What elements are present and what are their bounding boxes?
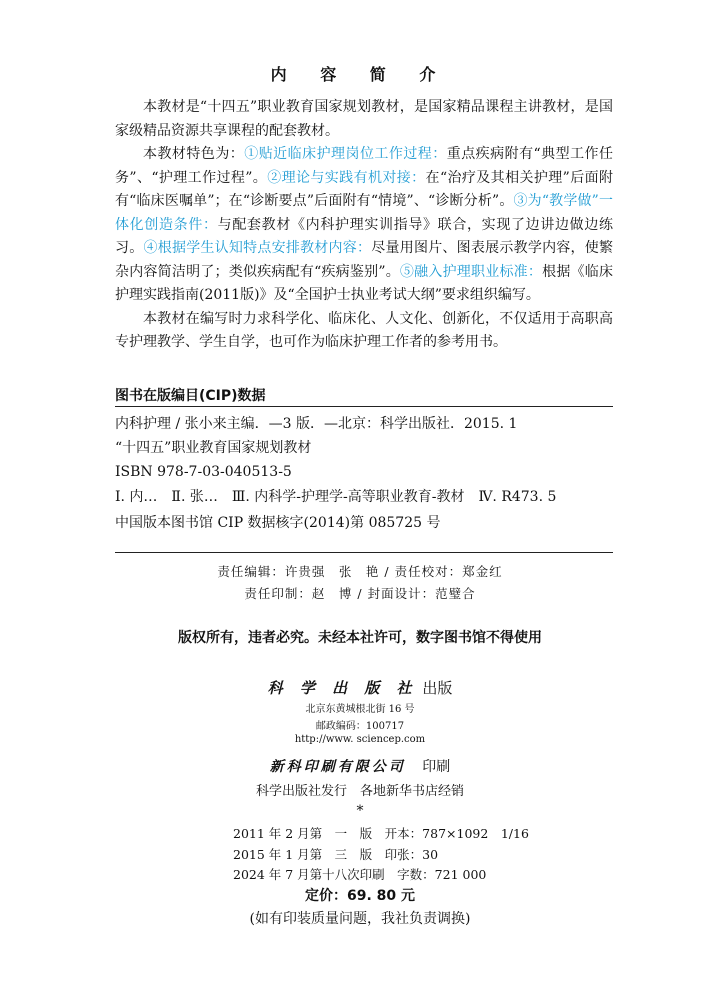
page-title: 内 容 简 介 bbox=[270, 65, 450, 84]
copyright-notice: 版权所有，违者必究。未经本社许可，数字图书馆不得使用 bbox=[178, 630, 542, 646]
edition-line-3: 2024 年 7 月第十八次印刷 字数：721 000 bbox=[233, 867, 487, 882]
feature-4-text: 尽量用图片、图表展示教学内容，使繁杂内容简洁明了；类似疾病配有“疾病鉴别”。 bbox=[115, 240, 614, 280]
publisher-suffix: 出版 bbox=[422, 679, 453, 697]
content-summary bbox=[115, 96, 613, 355]
edition-line-1: 2011 年 2 月第 一 版 开本：787×1092 1/16 bbox=[233, 826, 529, 841]
edition-info bbox=[233, 824, 529, 886]
price: 定价：69. 80 元 bbox=[304, 888, 416, 904]
feature-3-text: 与配套教材《内科护理实训指导》联合，实现了边讲边做边练习。 bbox=[115, 216, 614, 256]
cip-line-5: 中国版本图书馆 CIP 数据核字(2014)第 085725 号 bbox=[115, 515, 441, 532]
cip-top-rule bbox=[115, 406, 613, 407]
intro-paragraph-3: 本教材在编写时力求科学化、临床化、人文化、创新化，不仅适用于高职高专护理教学、学生自学，也可作为临床护理工作者的参考用书。 bbox=[115, 310, 613, 350]
cip-line-2: “十四五”职业教育国家规划教材 bbox=[115, 439, 312, 456]
printer-suffix: 印刷 bbox=[422, 759, 451, 775]
publisher-url: http://www. sciencep.com bbox=[294, 734, 426, 745]
feature-5-text: 根据《临床护理实践指南(2011版)》及“全国护士执业考试大纲”要求组织编写。 bbox=[115, 263, 614, 303]
feature-5-title: ⑤融入护理职业标准： bbox=[399, 263, 543, 280]
quality-note: (如有印装质量问题，我社负责调换) bbox=[249, 911, 471, 927]
publisher-name: 科 学 出 版 社 bbox=[267, 679, 418, 697]
editors-line: 责任编辑：许贵强 张 艳 / 责任校对：郑金红 bbox=[217, 564, 503, 579]
cip-line-1: 内科护理 / 张小来主编．—3 版．—北京：科学出版社．2015. 1 bbox=[115, 416, 518, 432]
intro-paragraph-1: 本教材是“十四五”职业教育国家规划教材，是国家精品课程主讲教材，是国家级精品资源共享课程的配套教材。 bbox=[115, 99, 613, 139]
feature-2-title: ②理论与实践有机对接： bbox=[267, 169, 426, 186]
printer-name: 新科印刷有限公司 bbox=[269, 759, 406, 775]
cip-bottom-rule bbox=[115, 552, 613, 553]
feature-3-title: ③为“教学做”一体化创造条件： bbox=[115, 193, 613, 233]
features-lead: 本教材特色为： bbox=[143, 146, 245, 162]
publisher-line bbox=[0, 677, 720, 698]
cip-data bbox=[115, 413, 613, 536]
separator-star: * bbox=[356, 803, 364, 819]
printer-line bbox=[0, 756, 720, 776]
cip-heading: 图书在版编目(CIP)数据 bbox=[115, 388, 266, 404]
publisher-address: 北京东黄城根北街 16 号 bbox=[305, 704, 415, 715]
publisher-postcode: 邮政编码：100717 bbox=[315, 721, 405, 732]
feature-2-text: 在“治疗及其相关护理”后面附有“临床医嘱单”；在“诊断要点”后面附有“情境”、“诊断分析”。 bbox=[115, 169, 613, 209]
feature-4-title: ④根据学生认知特点安排教材内容： bbox=[143, 240, 372, 256]
intro-paragraph-2 bbox=[115, 143, 613, 308]
cip-line-4: Ⅰ. 内… Ⅱ. 张… Ⅲ. 内科学-护理学-高等职业教育-教材 Ⅳ. R473. 5 bbox=[115, 489, 557, 506]
production-line: 责任印制：赵 博 / 封面设计：范璧合 bbox=[244, 586, 476, 601]
feature-1-text: 重点疾病附有“典型工作任务”、“护理工作过程”。 bbox=[115, 146, 614, 186]
edition-line-2: 2015 年 1 月第 三 版 印张：30 bbox=[233, 846, 439, 862]
distribution-line: 科学出版社发行 各地新华书店经销 bbox=[255, 784, 464, 799]
feature-1-title: ①贴近临床护理岗位工作过程： bbox=[244, 146, 447, 162]
cip-line-3: ISBN 978-7-03-040513-5 bbox=[115, 463, 292, 480]
